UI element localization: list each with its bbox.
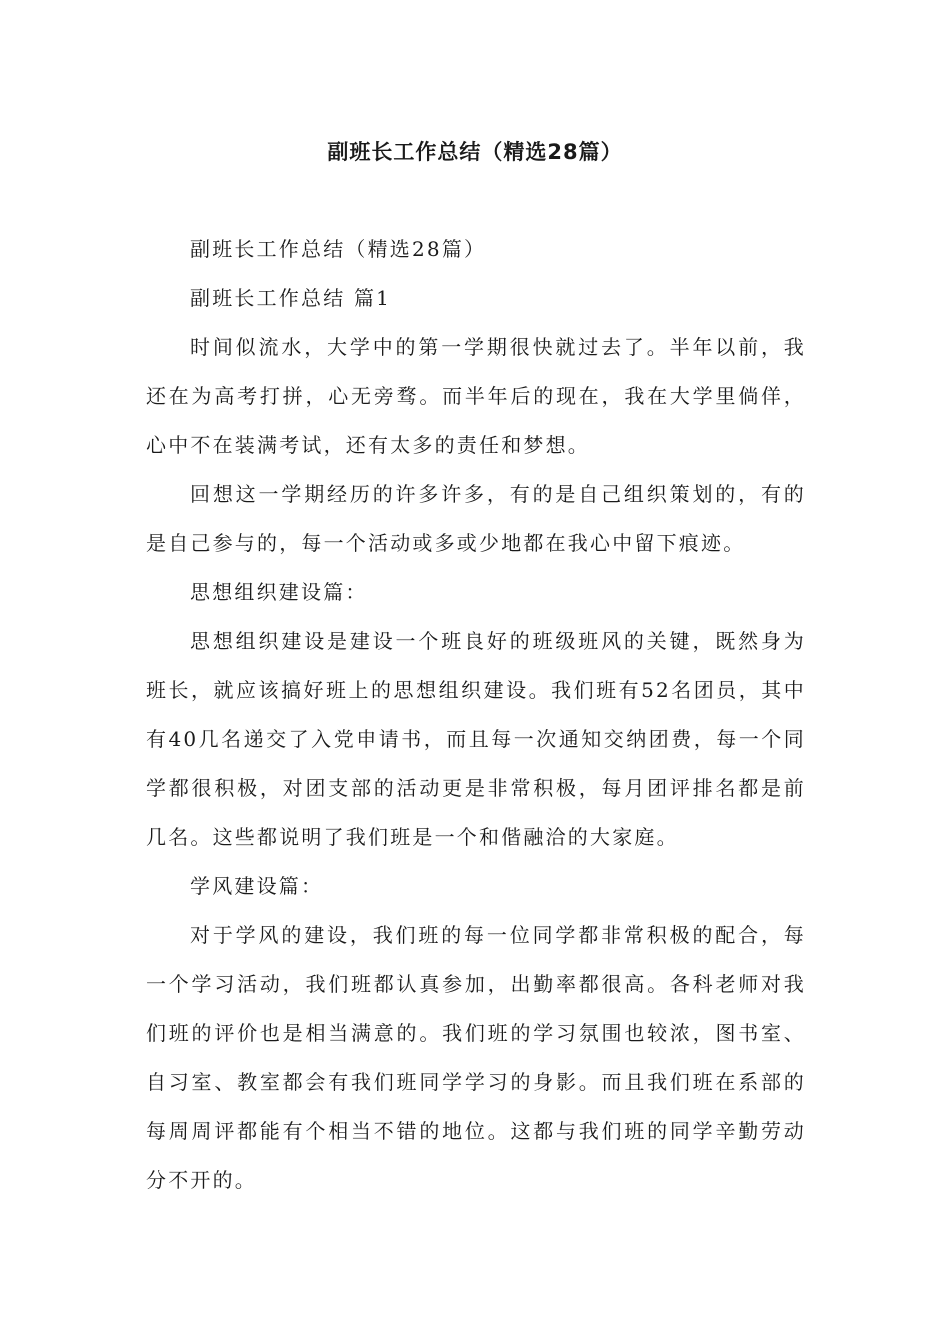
document-body bbox=[146, 225, 806, 1205]
subtitle-paragraph: 副班长工作总结（精选28篇） bbox=[190, 237, 487, 261]
body-paragraph: 时间似流水，大学中的第一学期很快就过去了。半年以前，我还在为高考打拼，心无旁骛。而半年后的现在，我在大学里倘佯，心中不在装满考试，还有太多的责任和梦想。 bbox=[146, 335, 806, 457]
section-heading: 副班长工作总结 篇1 bbox=[190, 286, 392, 310]
document-title: 副班长工作总结（精选28篇） bbox=[327, 140, 623, 164]
body-paragraph: 对于学风的建设，我们班的每一位同学都非常积极的配合，每一个学习活动，我们班都认真参加，出勤率都很高。各科老师对我们班的评价也是相当满意的。我们班的学习氛围也较浓，图书室、自习室、教室都会有我们班同学学习的身影。而且我们班在系部的每周周评都能有个相当不错的地位。这都与我们班的同学辛勤劳动分不开的。 bbox=[146, 923, 806, 1192]
body-paragraph: 回想这一学期经历的许多许多，有的是自己组织策划的，有的是自己参与的，每一个活动或多或少地都在我心中留下痕迹。 bbox=[146, 482, 806, 555]
body-paragraph: 思想组织建设是建设一个班良好的班级班风的关键，既然身为班长，就应该搞好班上的思想组织建设。我们班有52名团员，其中有40几名递交了入党申请书，而且每一次通知交纳团费，每一个同学都很积极，对团支部的活动更是非常积极，每月团评排名都是前几名。这些都说明了我们班是一个和偕融洽的大家庭。 bbox=[146, 629, 806, 849]
section-heading: 学风建设篇： bbox=[190, 874, 324, 898]
section-heading: 思想组织建设篇： bbox=[190, 580, 368, 604]
